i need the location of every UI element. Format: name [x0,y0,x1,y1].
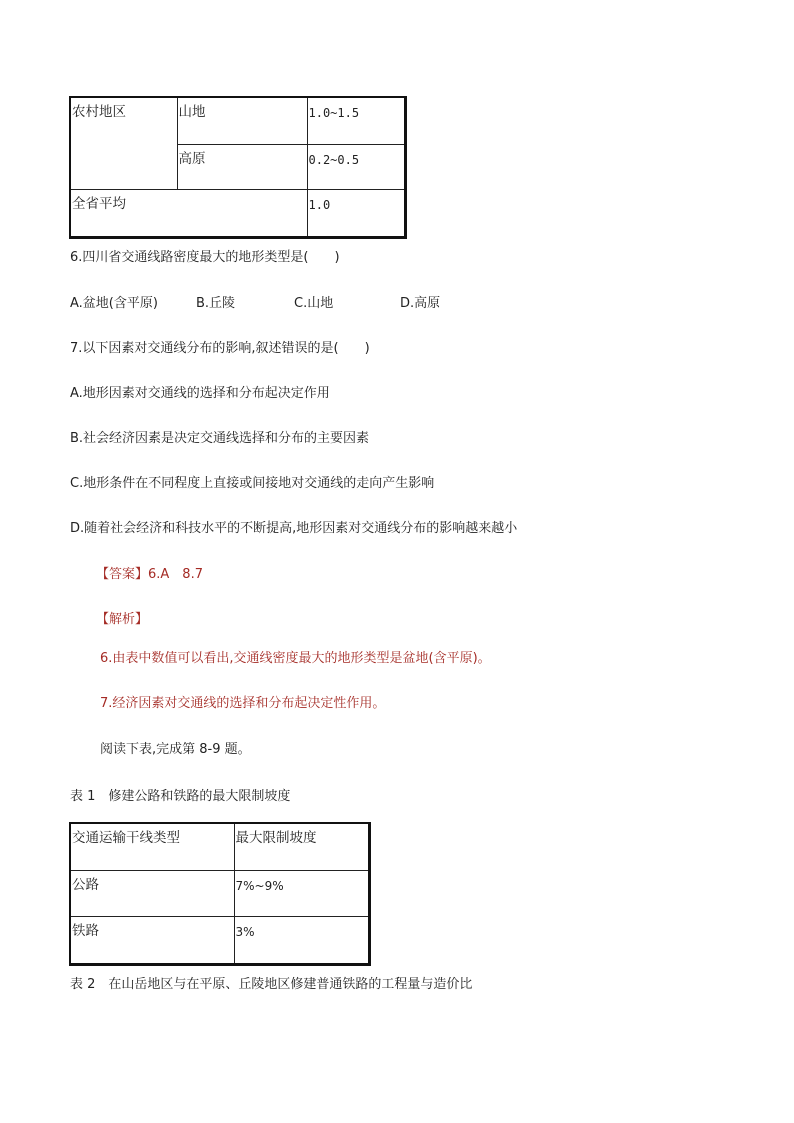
table-1-caption: 表 1 修建公路和铁路的最大限制坡度 [70,789,291,804]
analysis-label: 【解析】 [96,612,149,627]
question-7-option-d: D.随着社会经济和科技水平的不断提高,地形因素对交通线分布的影响越来越小 [70,521,518,536]
table-cell: 7%~9% [234,870,369,916]
table-cell-value: 1.0~1.5 [307,97,405,144]
analysis-item-6: 6.由表中数值可以看出,交通线密度最大的地形类型是盆地(含平原)。 [100,651,491,666]
table-cell: 铁路 [70,916,234,964]
question-6-option-c: C.山地 [294,296,334,311]
table-row [70,916,369,964]
table-cell: 3% [234,916,369,964]
question-7-stem: 7.以下因素对交通线分布的影响,叙述错误的是( ) [70,341,370,356]
table-cell-terrain: 高原 [177,144,307,189]
slope-table [69,822,371,966]
answer-text: 6.A 8.7 [148,567,203,582]
question-6-option-b: B.丘陵 [196,296,236,311]
question-6-option-a: A.盆地(含平原) [70,296,158,311]
reading-prompt: 阅读下表,完成第 8-9 题。 [100,742,251,757]
table-row [70,97,405,144]
table-header-cell: 交通运输干线类型 [70,823,234,870]
question-6-option-d: D.高原 [400,296,441,311]
density-table [69,96,407,239]
table-row [70,189,405,237]
table-cell-value: 1.0 [307,189,405,237]
table-header-cell: 最大限制坡度 [234,823,369,870]
question-7-option-a: A.地形因素对交通线的选择和分布起决定作用 [70,386,330,401]
table-cell-terrain: 山地 [177,97,307,144]
question-7-option-c: C.地形条件在不同程度上直接或间接地对交通线的走向产生影响 [70,476,435,491]
table-cell: 公路 [70,870,234,916]
table-header-row [70,823,369,870]
question-7-option-b: B.社会经济因素是决定交通线选择和分布的主要因素 [70,431,370,446]
analysis-item-7: 7.经济因素对交通线的选择和分布起决定性作用。 [100,696,386,711]
table-2-caption: 表 2 在山岳地区与在平原、丘陵地区修建普通铁路的工程量与造价比 [70,977,473,992]
table-row [70,870,369,916]
table-cell-region: 全省平均 [70,189,307,237]
table-cell-region: 农村地区 [70,97,177,189]
answer-line [96,563,203,582]
question-6-stem: 6.四川省交通线路密度最大的地形类型是( ) [70,250,340,265]
table-cell-value: 0.2~0.5 [307,144,405,189]
answer-label: 【答案】 [96,567,149,582]
